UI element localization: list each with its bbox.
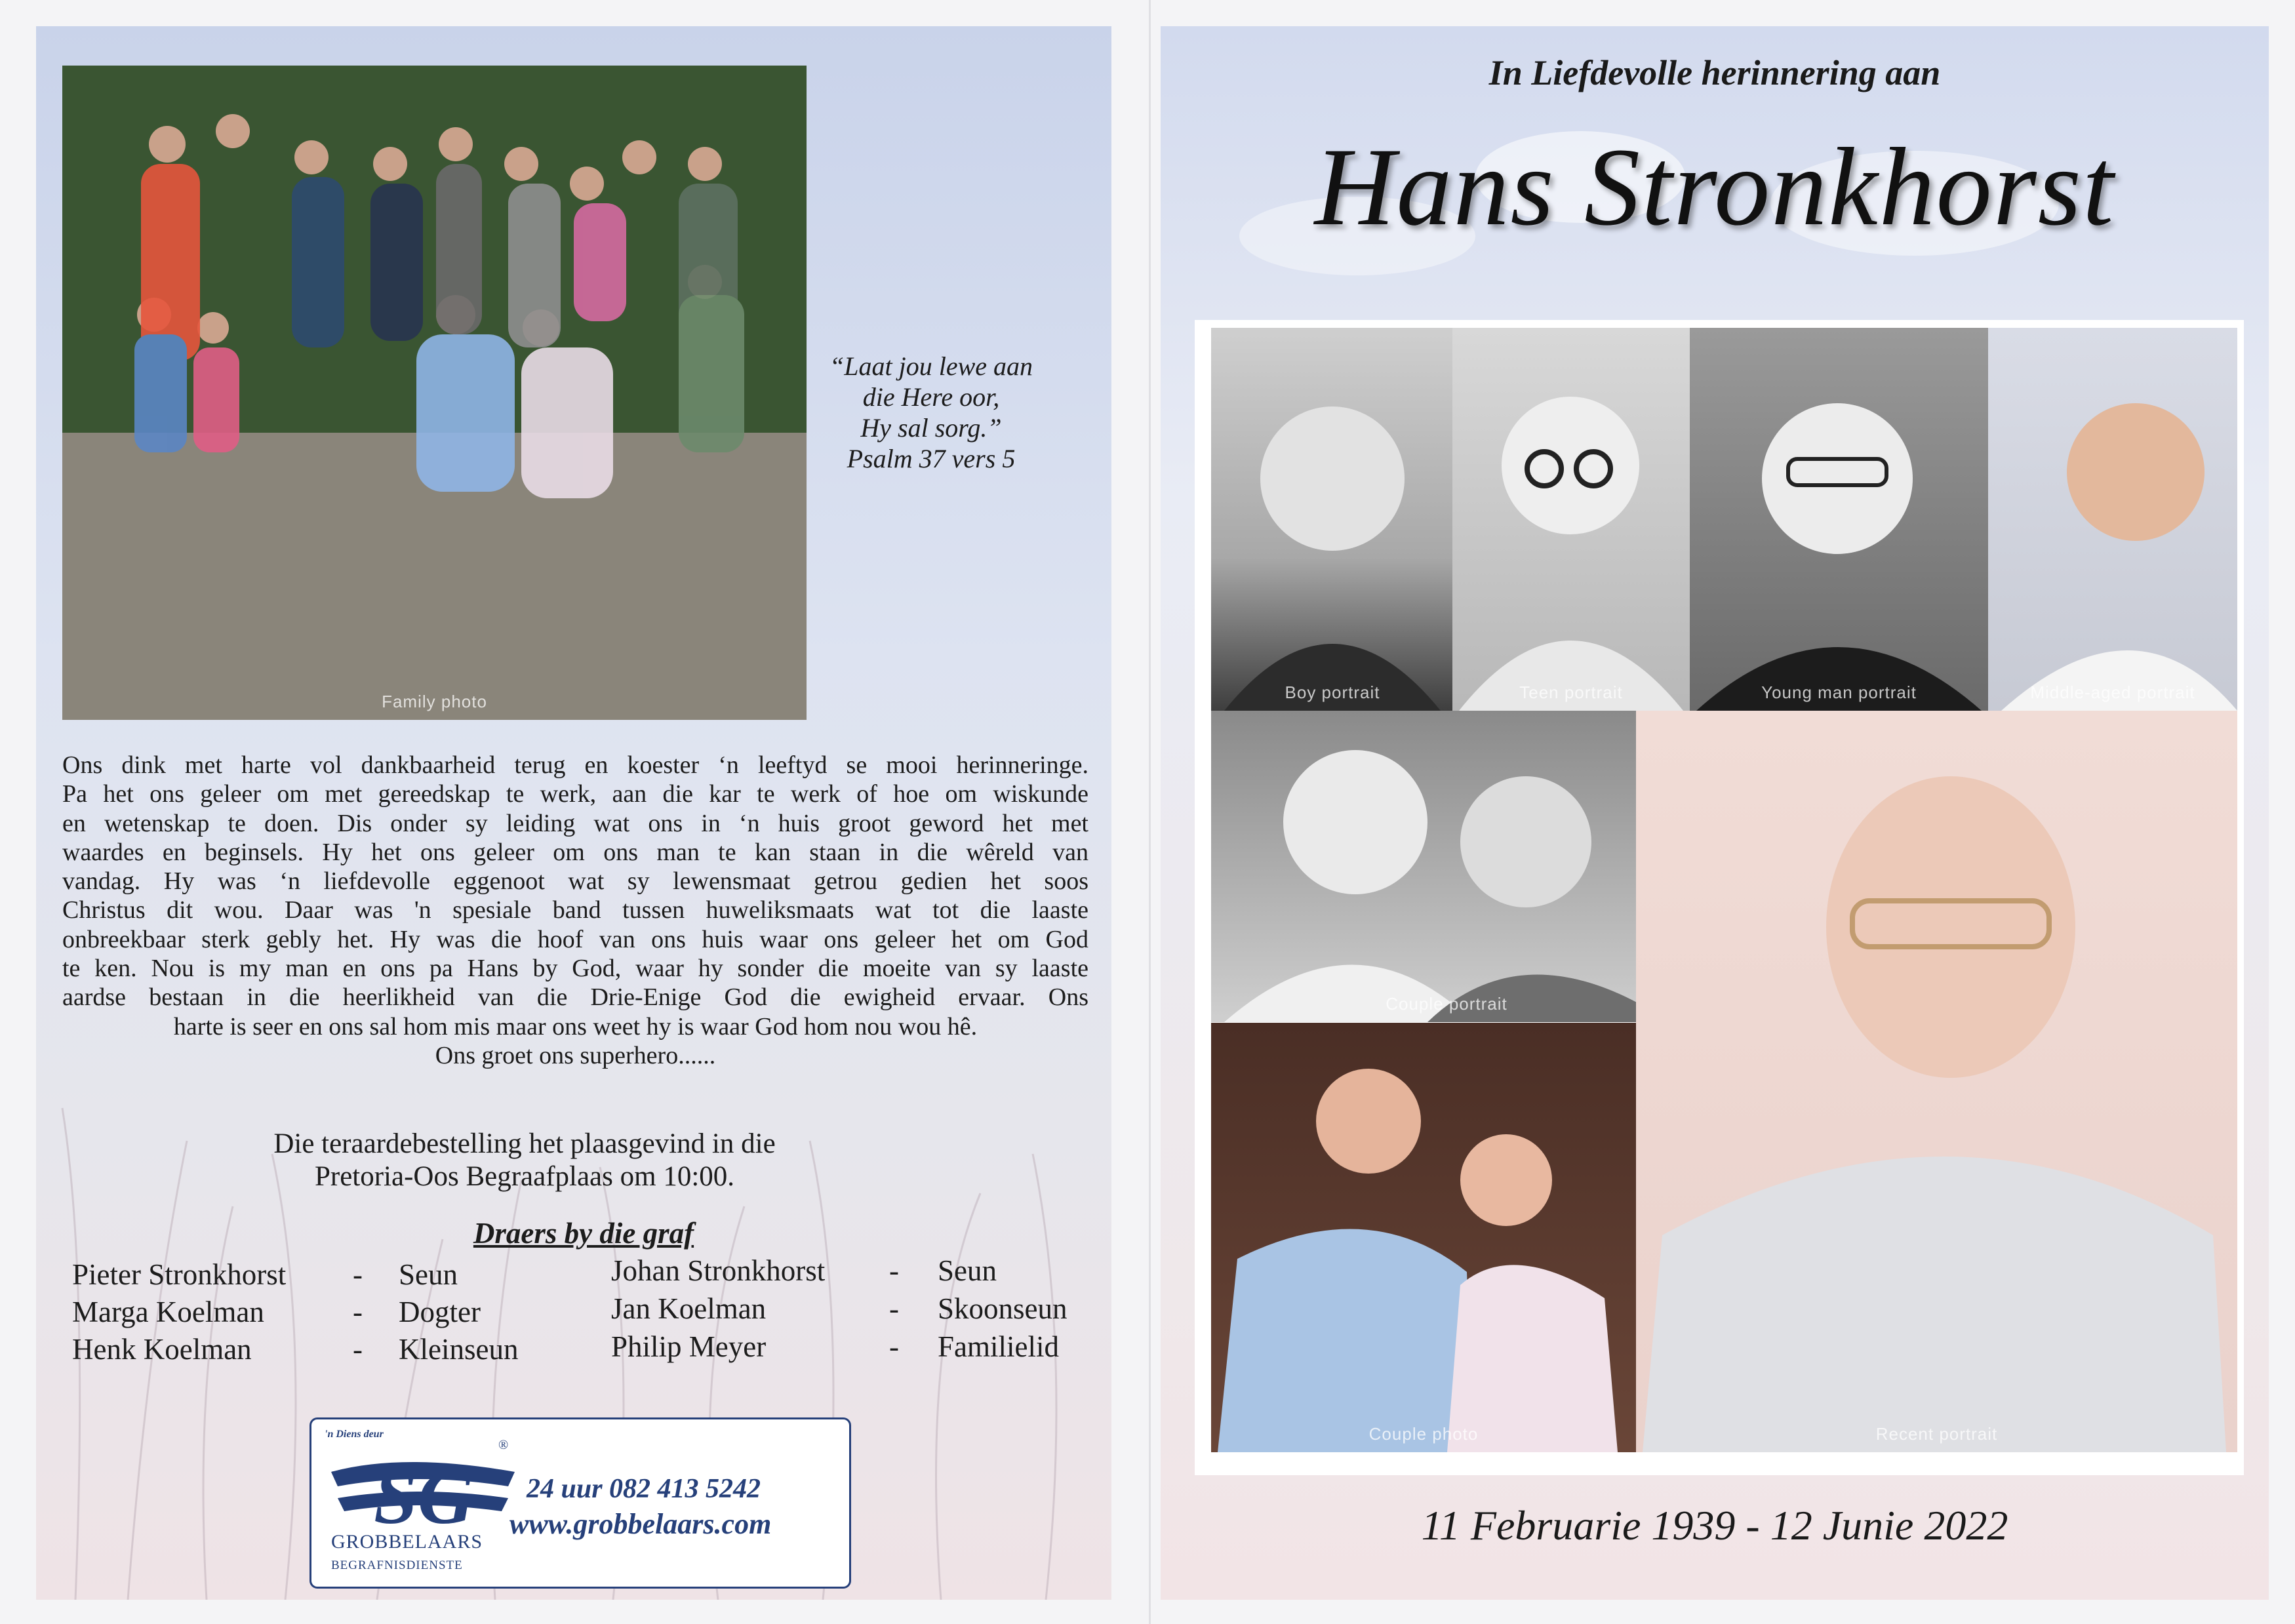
photo-caption: Middle-aged portrait bbox=[2030, 683, 2195, 702]
tribute-line: en wetenskap te doen. Dis onder sy leiding wat ons in ‘n huis groot geword het met bbox=[62, 809, 1088, 837]
tribute-line: te ken. Nou is my man en ons pa Hans by God, waar hy sonder die moeite van sy laaste bbox=[62, 955, 1088, 983]
bearer-name: Philip Meyer bbox=[611, 1330, 767, 1363]
tribute-line: onbreekbaar sterk gebly het. Hy was die hoof van ons huis waar ons geleer het om God bbox=[62, 925, 1088, 953]
family-photo-illustration bbox=[62, 66, 807, 720]
bearer-role: Seun bbox=[399, 1258, 458, 1291]
bearer-role: Dogter bbox=[399, 1296, 481, 1328]
bearer-dash: - bbox=[353, 1258, 363, 1291]
photo-caption: Boy portrait bbox=[1285, 683, 1380, 702]
registered-mark: ® bbox=[498, 1438, 509, 1452]
burial-notice bbox=[197, 1128, 852, 1193]
tribute-line: aardse bestaan in die heerlikheid van die Drie-Enige God die ewigheid ervaar. Ons bbox=[62, 983, 1088, 1012]
burial-line: Die teraardebestelling het plaasgevind in die bbox=[273, 1128, 776, 1159]
bearer-name: Johan Stronkhorst bbox=[611, 1254, 826, 1287]
bearer-name: Henk Koelman bbox=[72, 1333, 252, 1366]
bearer-name: Jan Koelman bbox=[611, 1292, 767, 1325]
bearer-dash: - bbox=[353, 1296, 363, 1328]
photo-caption: Couple portrait bbox=[1386, 994, 1507, 1014]
tribute-line: Christus dit wou. Daar was 'n spesiale band tussen huweliksmaats wat tot die laaste bbox=[62, 896, 1088, 924]
bearer-dash: - bbox=[353, 1333, 363, 1366]
logo-letters: SG bbox=[374, 1453, 475, 1531]
ad-tagline: 'n Diens deur bbox=[325, 1429, 384, 1440]
funeral-home-ad bbox=[309, 1417, 851, 1589]
company-subtitle: BEGRAFNISDIENSTE bbox=[331, 1558, 463, 1572]
tribute-line: Ons groet ons superhero...... bbox=[435, 1041, 716, 1069]
bearers-title: Draers by die graf bbox=[473, 1217, 694, 1250]
photo-middle-aged bbox=[1988, 328, 2237, 711]
photo-caption: Young man portrait bbox=[1761, 683, 1917, 702]
ad-phone: 24 uur 082 413 5242 bbox=[527, 1474, 761, 1504]
bearer-name: Pieter Stronkhorst bbox=[72, 1258, 287, 1291]
bearer-dash: - bbox=[889, 1254, 899, 1287]
photo-couple bbox=[1211, 1023, 1636, 1452]
tribute-line: waardes en beginsels. Hy het ons geleer om ons man te kan staan in die wêreld van bbox=[62, 838, 1088, 866]
bearer-role: Skoonseun bbox=[938, 1292, 1068, 1325]
family-photo bbox=[62, 66, 807, 720]
psalm-quote bbox=[807, 351, 1056, 474]
photo-teen bbox=[1452, 328, 1690, 711]
psalm-reference: Psalm 37 vers 5 bbox=[847, 444, 1016, 473]
psalm-line: “Laat jou lewe aan bbox=[829, 351, 1033, 381]
family-photo-caption: Family photo bbox=[382, 692, 487, 711]
tribute-line: Ons dink met harte vol dankbaarheid terug en koester ‘n leeftyd se mooi herinneringe. bbox=[62, 751, 1088, 779]
photo-couple-portrait bbox=[1211, 711, 1682, 1022]
photo-collage bbox=[1195, 320, 2244, 1475]
photo-caption: Recent portrait bbox=[1875, 1424, 1998, 1444]
photo-caption: Teen portrait bbox=[1519, 683, 1623, 702]
tribute-line: vandag. Hy was ‘n liefdevolle eggenoot wat sy lewensmaat getrou gedien het soos bbox=[62, 867, 1088, 896]
tribute-line: harte is seer en ons sal hom mis maar ons weet hy is waar God hom nou wou hê. bbox=[173, 1012, 978, 1040]
bearer-dash: - bbox=[889, 1330, 899, 1363]
bearer-dash: - bbox=[889, 1292, 899, 1325]
bearer-role: Kleinseun bbox=[399, 1333, 519, 1366]
psalm-line: Hy sal sorg.” bbox=[860, 413, 1002, 443]
life-dates: 11 Februarie 1939 - 12 Junie 2022 bbox=[1421, 1502, 2008, 1549]
memorial-heading: In Liefdevolle herinnering aan bbox=[1488, 53, 1941, 92]
grobbelaars-logo-icon bbox=[325, 1446, 521, 1531]
tribute-text bbox=[62, 751, 1088, 1070]
psalm-line: die Here oor, bbox=[862, 382, 1000, 412]
deceased-name: Hans Stronkhorst bbox=[1314, 125, 2115, 248]
bearer-name: Marga Koelman bbox=[72, 1296, 264, 1328]
burial-line: Pretoria-Oos Begraafplaas om 10:00. bbox=[314, 1161, 735, 1192]
photo-recent-portrait bbox=[1636, 711, 2237, 1452]
bearer-role: Familielid bbox=[938, 1330, 1059, 1363]
photo-boy bbox=[1211, 328, 1454, 711]
bearer-role: Seun bbox=[938, 1254, 997, 1287]
tribute-line: Pa het ons geleer om met gereedskap te werk, aan die kar te werk of hoe om wiskunde bbox=[62, 780, 1088, 808]
company-name: GROBBELAARS bbox=[331, 1531, 483, 1553]
ad-website[interactable]: www.grobbelaars.com bbox=[509, 1508, 772, 1540]
photo-young-man bbox=[1690, 328, 1988, 711]
fold-line bbox=[1149, 0, 1151, 1624]
photo-caption: Couple photo bbox=[1368, 1424, 1479, 1444]
